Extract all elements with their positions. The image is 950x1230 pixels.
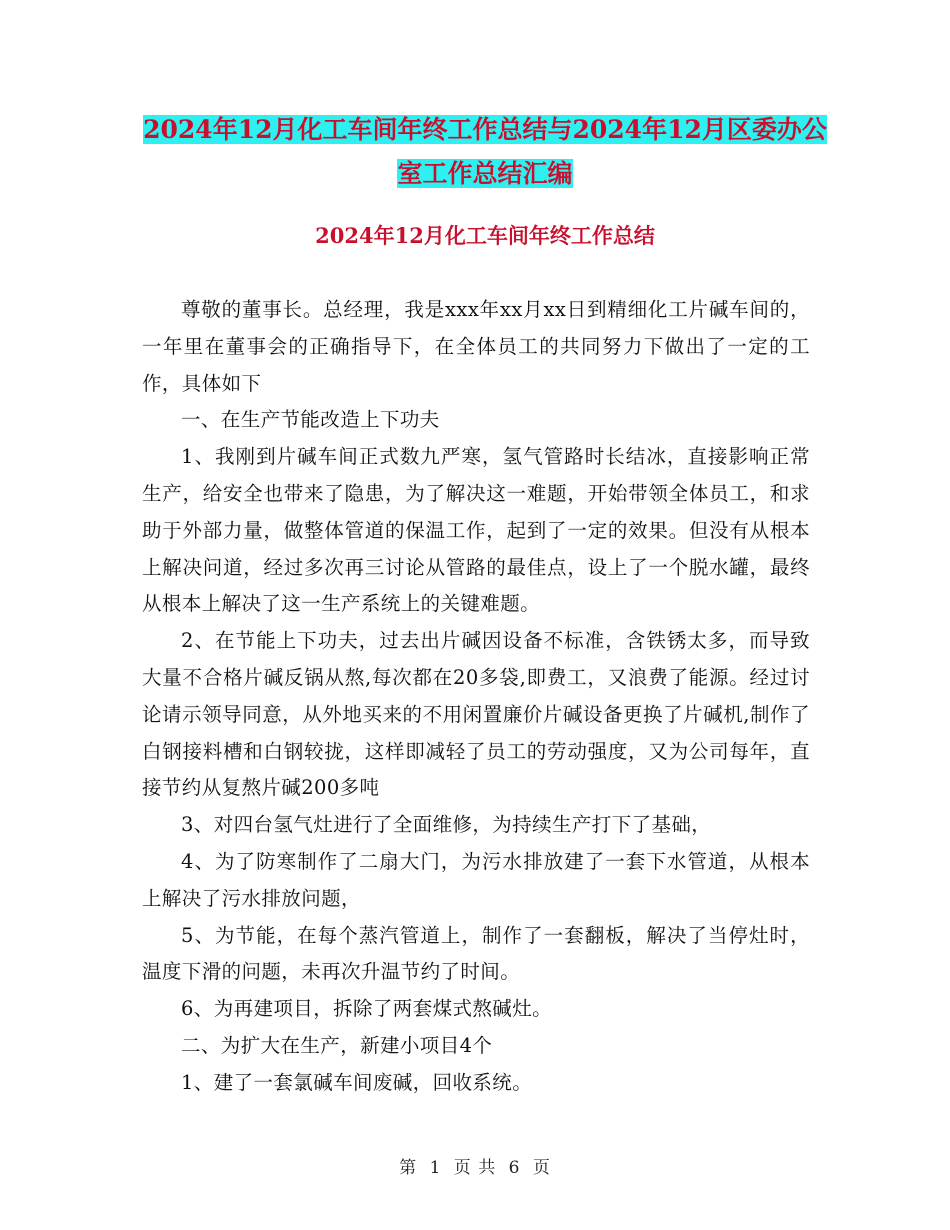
footer-prefix: 第	[399, 1158, 418, 1178]
page-footer	[0, 1153, 950, 1178]
title-highlight: 2024年12月化工车间年终工作总结与2024年12月区委办公室工作总结汇编	[143, 115, 827, 188]
paragraph: 1、我刚到片碱车间正式数九严寒，氢气管路时长结冰，直接影响正常生产，给安全也带来了隐患，为了解决这一难题，开始带领全体员工，和求助于外部力量，做整体管道的保温工作，起到了一定的效果。但没有从根本上解决问道，经过多次再三讨论从管路的最佳点，设上了一个脱水罐，最终从根本上解决了这一生产系统上的关键难题。	[142, 445, 810, 616]
section-title: 2024年12月化工车间年终工作总结	[315, 223, 655, 248]
footer-page-number: 1	[429, 1158, 442, 1178]
paragraph: 2、在节能上下功夫，过去出片碱因设备不标准，含铁锈太多，而导致大量不合格片碱反锅从熬,每次都在20多袋,即费工，又浪费了能源。经过讨论请示领导同意，从外地买来的不用闲置廉价片碱设备更换了片碱机,制作了白钢接料槽和白钢较拢，这样即减轻了员工的劳动强度，又为公司每年，直接节约从复熬片碱200多吨	[142, 629, 810, 800]
paragraph: 6、为再建项目，拆除了两套煤式熬碱灶。	[181, 997, 553, 1021]
paragraph: 尊敬的董事长。总经理，我是xxx年xx月xx日到精细化工片碱车间的，一年里在董事会的正确指导下，在全体员工的共同努力下做出了一定的工作，具体如下	[142, 298, 810, 395]
footer-middle: 页 共	[453, 1158, 497, 1178]
paragraph: 3、对四台氢气灶进行了全面维修，为持续生产打下了基础，	[181, 813, 712, 837]
footer-total-pages: 6	[508, 1158, 521, 1178]
paragraph: 一、在生产节能改造上下功夫	[181, 408, 440, 432]
document-body	[142, 292, 810, 1102]
paragraph: 5、为节能，在每个蒸汽管道上，制作了一套翻板，解决了当停灶时，温度下滑的问题，未再次升温节约了时间。	[142, 923, 810, 984]
paragraph: 二、为扩大在生产，新建小项目4个	[181, 1033, 493, 1057]
document-title	[140, 108, 830, 196]
paragraph: 4、为了防寒制作了二扇大门，为污水排放建了一套下水管道，从根本上解决了污水排放问题，	[142, 849, 810, 910]
paragraph: 1、建了一套氯碱车间废碱，回收系统。	[181, 1070, 533, 1094]
footer-suffix: 页	[532, 1158, 551, 1178]
